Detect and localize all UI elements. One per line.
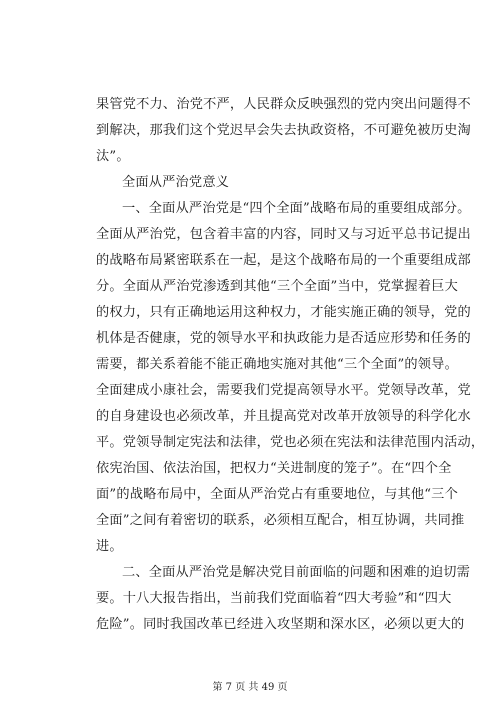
text-line-6: 全面从严治党，包含着丰富的内容，同时又与习近平总书记提出 — [96, 227, 471, 242]
text-line-13: 的自身建设也必须改革，并且提高党对改革开放领导的科学化水 — [96, 409, 471, 424]
text-line-8: 分。全面从严治党渗透到其他“三个全面”当中，党掌握着巨大 — [96, 279, 458, 294]
text-line-1: 果管党不力、治党不严，人民群众反映强烈的党内突出问题得不 — [96, 97, 471, 112]
text-line-16: 面”的战略布局中，全面从严治党占有重要地位，与其他“三个 — [96, 487, 458, 502]
text-line-15: 依宪治国、依法治国，把权力“关进制度的笼子”。在“四个全 — [96, 461, 452, 476]
page-number-footer: 第 7 页 共 49 页 — [212, 682, 288, 693]
text-line-7: 的战略布局紧密联系在一起，是这个战略布局的一个重要组成部 — [96, 253, 471, 268]
text-line-20: 要。十八大报告指出，当前我们党面临着“四大考验”和“四大 — [96, 591, 452, 606]
text-line-5: 一、全面从严治党是“四个全面”战略布局的重要组成部分。 — [122, 201, 471, 216]
text-line-17: 全面”之间有着密切的联系，必须相互配合，相互协调，共同推 — [96, 513, 465, 528]
text-line-18: 进。 — [96, 539, 123, 554]
text-line-12: 全面建成小康社会，需要我们党提高领导水平。党领导改革，党 — [96, 383, 471, 398]
text-line-11: 需要，都关系着能不能正确地实施对其他“三个全面”的领导。 — [96, 357, 458, 372]
text-line-19: 二、全面从严治党是解决党目前面临的问题和困难的迫切需 — [122, 565, 471, 580]
text-line-10: 机体是否健康，党的领导水平和执政能力是否适应形势和任务的 — [96, 331, 471, 346]
text-line-14: 平。党领导制定宪法和法律，党也必须在宪法和法律范围内活动， — [96, 435, 485, 450]
text-line-21: 危险”。同时我国改革已经进入攻坚期和深水区，必须以更大的 — [96, 617, 465, 632]
text-line-3: 汰”。 — [96, 149, 130, 164]
text-line-9: 的权力，只有正确地运用这种权力，才能实施正确的领导，党的 — [96, 305, 471, 320]
text-line-2: 到解决，那我们这个党迟早会失去执政资格，不可避免被历史淘 — [96, 123, 471, 138]
section-heading: 全面从严治党意义 — [122, 175, 230, 190]
